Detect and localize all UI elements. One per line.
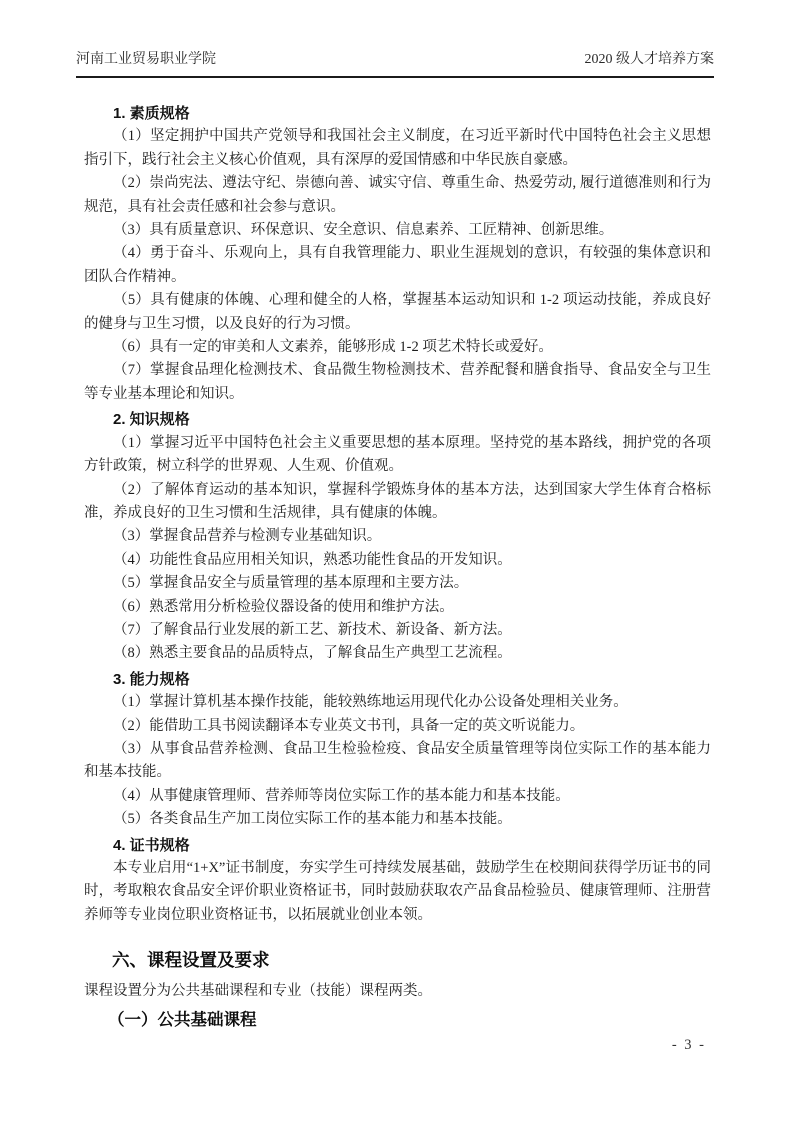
list-item: （7）掌握食品理化检测技术、食品微生物检测技术、营养配餐和膳食指导、食品安全与卫生等专业基本理论和知识。 (84, 362, 711, 402)
list-item: （4）从事健康管理师、营养师等岗位实际工作的基本能力和基本技能。 (113, 787, 570, 804)
chapter-subheading: （一）公共基础课程 (108, 1010, 257, 1029)
list-item: （3）具有质量意识、环保意识、安全意识、信息素养、工匠精神、创新思维。 (113, 222, 614, 239)
chapter-course-setup (84, 948, 711, 1032)
list-item: （1）掌握计算机基本操作技能，能较熟练地运用现代化办公设备处理相关业务。 (113, 694, 628, 711)
list-item: （4）勇于奋斗、乐观向上，具有自我管理能力、职业生涯规划的意识，有较强的集体意识和团队合作精神。 (84, 245, 711, 285)
section-title-quality: 1. 素质规格 (113, 105, 190, 122)
list-item: （2）了解体育运动的基本知识，掌握科学锻炼身体的基本方法，达到国家大学生体育合格标准，养成良好的卫生习惯和生活规律，具有健康的体魄。 (84, 481, 711, 521)
list-item: （2）能借助工具书阅读翻译本专业英文书刊，具备一定的英文听说能力。 (113, 717, 585, 734)
list-item: （5）各类食品生产加工岗位实际工作的基本能力和基本技能。 (113, 811, 512, 828)
list-item: （6）熟悉常用分析检验仪器设备的使用和维护方法。 (113, 598, 454, 615)
list-item: （8）熟悉主要食品的品质特点，了解食品生产典型工艺流程。 (113, 645, 512, 662)
list-item: （1）坚定拥护中国共产党领导和我国社会主义制度，在习近平新时代中国特色社会主义思想指引下，践行社会主义核心价值观，具有深厚的爱国情感和中华民族自豪感。 (84, 128, 711, 168)
section-knowledge-specs (84, 408, 711, 665)
list-item: （5）具有健康的体魄、心理和健全的人格，掌握基本运动知识和 1-2 项运动技能，养成良好的健身与卫生习惯，以及良好的行为习惯。 (84, 292, 711, 332)
page-number: - 3 - (671, 1037, 706, 1053)
section-certificate-specs (84, 834, 711, 928)
section-title-knowledge: 2. 知识规格 (113, 411, 190, 429)
list-item: （5）掌握食品安全与质量管理的基本原理和主要方法。 (113, 575, 469, 592)
section-title-certificate: 4. 证书规格 (113, 836, 190, 854)
page-footer (672, 1037, 706, 1054)
list-item: （1）掌握习近平中国特色社会主义重要思想的基本原理。坚持党的基本路线，拥护党的各项方针政策，树立科学的世界观、人生观、价值观。 (84, 434, 711, 475)
page-header (76, 50, 714, 78)
list-item: （3）掌握食品营养与检测专业基础知识。 (113, 528, 382, 545)
section-ability-specs (84, 668, 711, 832)
section-title-ability: 3. 能力规格 (113, 670, 190, 688)
list-item: （4）功能性食品应用相关知识，熟悉功能性食品的开发知识。 (113, 551, 512, 568)
document-body (84, 100, 711, 1033)
section-quality-specs (84, 102, 711, 406)
list-item: （7）了解食品行业发展的新工艺、新技术、新设备、新方法。 (113, 621, 512, 638)
list-item: （2）崇尚宪法、遵法守纪、崇德向善、诚实守信、尊重生命、热爱劳动, 履行道德准则和行为规范，具有社会责任感和社会参与意识。 (84, 175, 711, 215)
chapter-title: 六、课程设置及要求 (112, 950, 270, 971)
certificate-paragraph: 本专业启用“1+X”证书制度，夯实学生可持续发展基础，鼓励学生在校期间获得学历证书的同时，考取粮农食品安全评价职业资格证书，同时鼓励获取农产品食品检验员、健康管理师、注册营养师等专业岗位职业资格证书，以拓展就业创业本领。 (84, 860, 711, 923)
header-school-name: 河南工业贸易职业学院 (76, 52, 216, 67)
chapter-intro: 课程设置分为公共基础课程和专业（技能）课程两类。 (84, 983, 432, 1000)
list-item: （6）具有一定的审美和人文素养，能够形成 1-2 项艺术特长或爱好。 (113, 339, 553, 356)
header-doc-title: 2020 级人才培养方案 (584, 52, 714, 67)
list-item: （3）从事食品营养检测、食品卫生检验检疫、食品安全质量管理等岗位实际工作的基本能力和基本技能。 (84, 740, 711, 781)
